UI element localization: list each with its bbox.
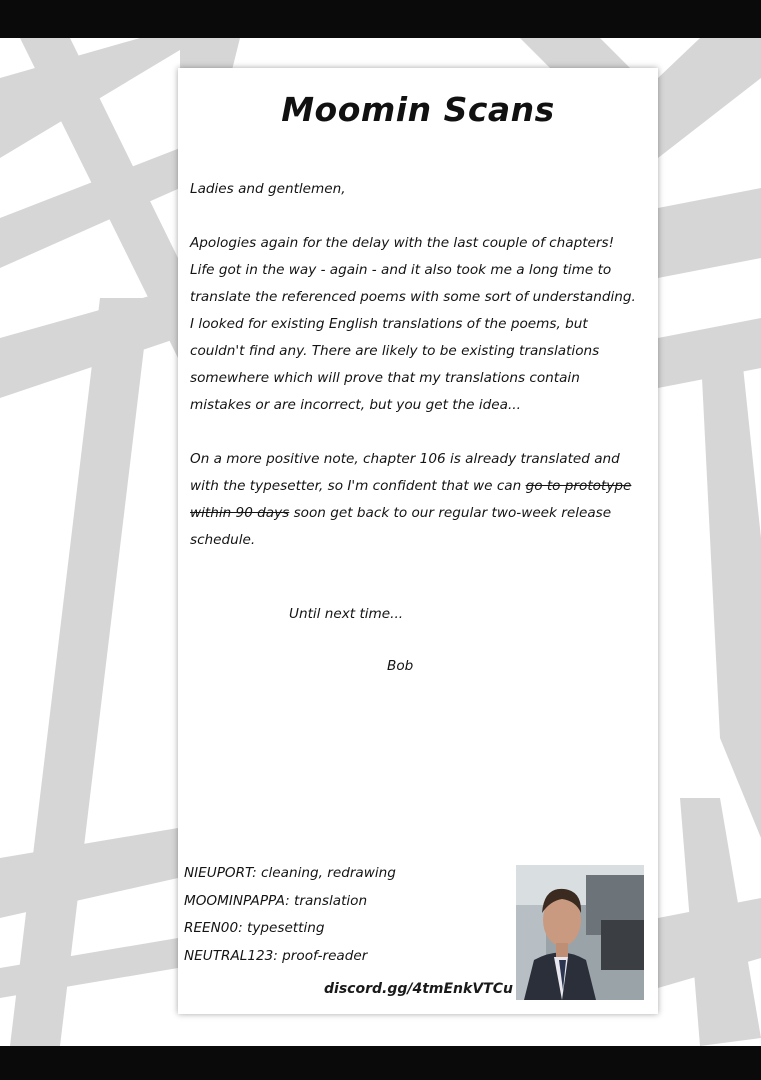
letter-signature: Bob	[387, 658, 414, 674]
letter-body	[190, 176, 636, 554]
brush-stroke	[700, 338, 761, 838]
bottom-black-bar	[0, 1046, 761, 1080]
letter-paragraph-2	[190, 446, 636, 554]
brush-stroke	[0, 288, 178, 398]
struck-text: go to prototype within 90 days	[190, 478, 632, 521]
letter-signoff: Until next time...	[289, 606, 404, 622]
brush-stroke	[0, 828, 178, 918]
letter-greeting: Ladies and gentlemen,	[190, 181, 346, 197]
paragraph-2-text: On a more positive note, chapter 106 is already translated and with the typesetter, so I'm confident that we can	[190, 451, 620, 494]
letter-card	[178, 68, 658, 1014]
credit-line: NEUTRAL123: proof-reader	[184, 947, 368, 964]
paragraph-2-text-end: soon get back to our regular two-week release schedule.	[190, 505, 612, 548]
credits-list	[184, 860, 484, 970]
page-title: Moomin Scans	[281, 90, 555, 129]
brush-stroke	[658, 38, 761, 158]
discord-link[interactable]: discord.gg/4tmEnkVTCu	[324, 981, 513, 997]
brush-stroke	[10, 298, 150, 1046]
top-black-bar	[0, 0, 761, 38]
brush-stroke	[658, 188, 761, 278]
credit-line: MOOMINPAPPA: translation	[184, 892, 368, 909]
team-photo	[516, 865, 644, 1000]
letter-paragraph-1: Apologies again for the delay with the last couple of chapters! Life got in the way - again - and it also took me a long time to translate the referenced poems with some sort of understanding. I looked for existing English translations of the poems, but couldn't find any. There are likely to be existing translations somewhere which will prove that my translations contain mistakes or are incorrect, but you get the idea...	[190, 235, 636, 413]
credit-line: NIEUPORT: cleaning, redrawing	[184, 865, 396, 881]
credit-line: REEN00: typesetting	[184, 920, 325, 936]
